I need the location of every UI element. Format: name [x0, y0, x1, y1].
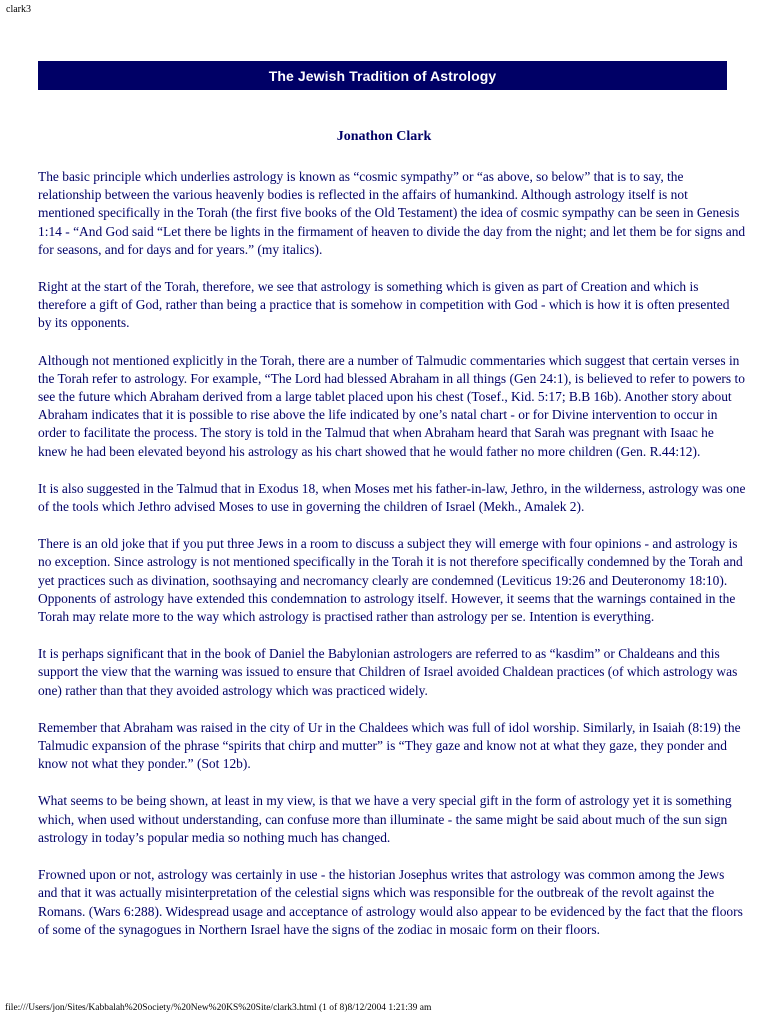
file-path-footer: file:///Users/jon/Sites/Kabbalah%20Society/%20New%20KS%20Site/clark3.html (1 of 8)8/12/2004 1:21:39 am [5, 1003, 432, 1013]
page-label: clark3 [6, 4, 31, 15]
paragraph: Frowned upon or not, astrology was certainly in use - the historian Josephus writes that astrology was common among the Jews and that it was actually misinterpretation of the celestial signs which was responsible for the outbreak of the revolt against the Romans. (Wars 6:288). Widespread usage and acceptance of astrology would also appear to be evidenced by the fact that the floors of some of the synagogues in Northern Israel have the signs of the zodiac in mosaic form on their floors. [38, 867, 743, 937]
paragraph: Remember that Abraham was raised in the city of Ur in the Chaldees which was full of idol worship. Similarly, in Isaiah (8:19) the Talmudic expansion of the phrase “spirits that chirp and mutter” is “They gaze and know not at what they gaze, they ponder and know not what they ponder.” (Sot 12b). [38, 719, 741, 772]
page-title: The Jewish Tradition of Astrology [268, 67, 497, 84]
paragraph: It is perhaps significant that in the book of Daniel the Babylonian astrologers are referred to as “kasdim” or Chaldeans and this support the view that the warning was issued to ensure that Children of Israel avoided Chaldean practices (of which astrology was one) rather than that they avoided astrology which was practiced widely. [38, 646, 738, 698]
paragraph: It is also suggested in the Talmud that in Exodus 18, when Moses met his father-in-law, Jethro, in the wilderness, astrology was one of the tools which Jethro advised Moses to use in governing the children of Israel (Mekh., Amalek 2). [38, 480, 746, 515]
author-name: Jonathon Clark [336, 129, 432, 144]
article-body [38, 168, 746, 939]
paragraph: The basic principle which underlies astrology is known as “cosmic sympathy” or “as above, so below” that is to say, the relationship between the various heavenly bodies is reflected in the affairs of humankind. Although astrology itself is not mentioned specifically in the Torah (the first five books of the Old Testament) the idea of cosmic sympathy can be seen in Genesis 1:14 - “And God said “Let there be lights in the firmament of heaven to divide the day from the night; and let them be for signs and for seasons, and for days and for years.” (my italics). [38, 169, 746, 257]
paragraph: What seems to be being shown, at least in my view, is that we have a very special gift in the form of astrology yet it is something which, when used without understanding, can confuse more than illuminate - the same might be said about much of the sun sign astrology in today’s popular media so nothing much has changed. [38, 793, 732, 845]
paragraph: There is an old joke that if you put three Jews in a room to discuss a subject they will emerge with four opinions - and astrology is no exception. Since astrology is not mentioned specifically in the Torah it is not therefore specifically condemned by the Torah and yet practices such as divination, soothsaying and necromancy clearly are condemned (Leviticus 19:26 and Deuteronomy 18:10). Opponents of astrology have extended this condemnation to astrology itself. However, it seems that the warnings contained in the Torah may relate more to the way which astrology is practised rather than astrology per se. Intention is everything. [38, 536, 743, 625]
paragraph: Although not mentioned explicitly in the Torah, there are a number of Talmudic commentaries which suggest that certain verses in the Torah refer to astrology. For example, “The Lord had blessed Abraham in all things (Gen 24:1), is believed to refer to powers to see the future which Abraham derived from a large tablet placed upon his chest (Tosef., Kid. 5:17; B.B 16b). Another story about Abraham indicates that it is possible to rise above the life indicated by one’s natal chart - or for Divine intervention to occur in order to facilitate the process. The story is told in the Talmud that when Abraham heard that Sarah was pregnant with Isaac he knew he had been elevated beyond his astrology as his chart showed that he would father no more children (Gen. R.44:12). [38, 352, 745, 459]
title-banner [38, 61, 727, 90]
paragraph: Right at the start of the Torah, therefore, we see that astrology is something which is given as part of Creation and which is therefore a gift of God, rather than being a practice that is somehow in competition with God - which is how it is often presented by its opponents. [38, 279, 730, 331]
